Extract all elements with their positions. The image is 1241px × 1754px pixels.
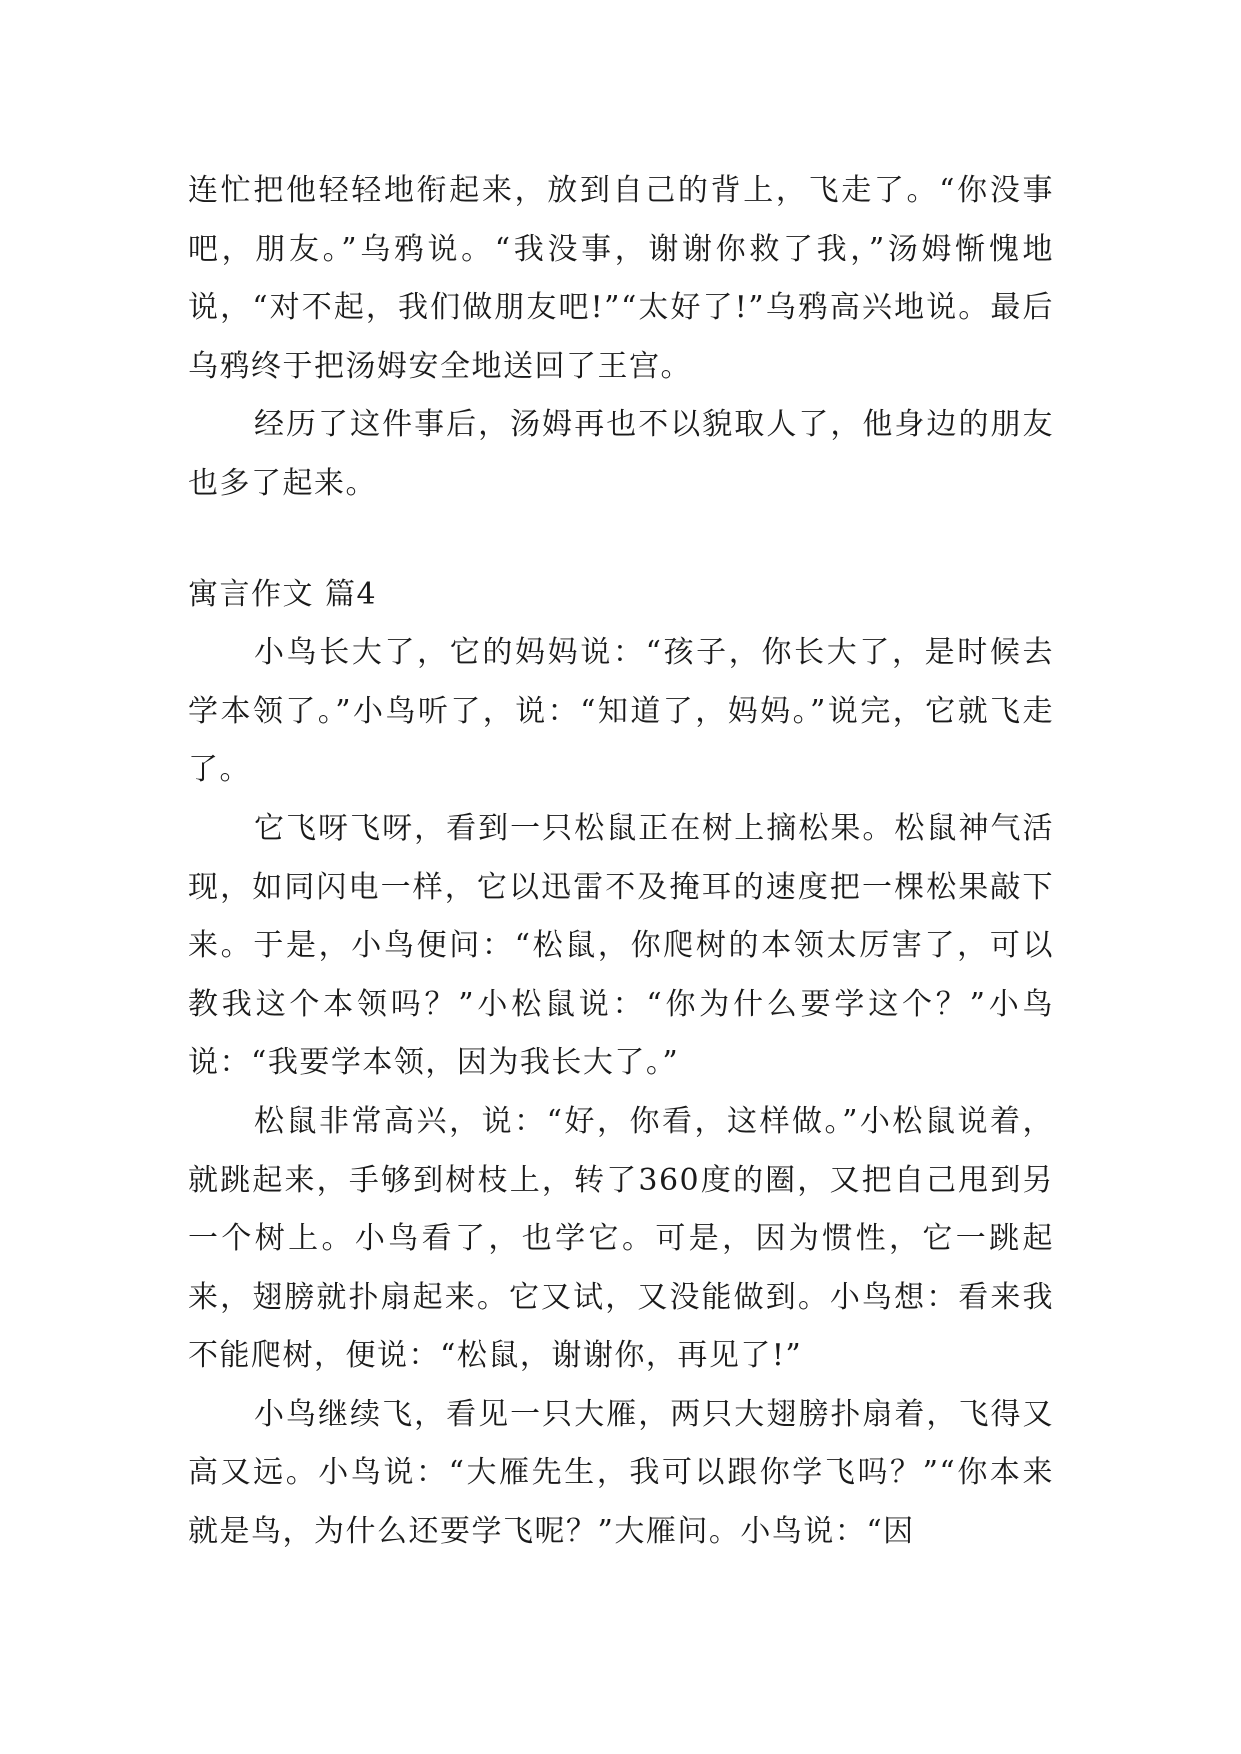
paragraph-squirrel-lesson: 松鼠非常高兴，说：“好，你看，这样做。”小松鼠说着，就跳起来，手够到树枝上，转了360度的圈，又把自己甩到另一个树上。小鸟看了，也学它。可是，因为惯性，它一跳起来，翅膀就扑扇起来。它又试，又没能做到。小鸟想：看来我不能爬树，便说：“松鼠，谢谢你，再见了!” <box>188 1103 1054 1374</box>
paragraph-crow-rescue: 连忙把他轻轻地衔起来，放到自己的背上，飞走了。“你没事吧，朋友。”乌鸦说。“我没事，谢谢你救了我，”汤姆惭愧地说，“对不起，我们做朋友吧!”“太好了!”乌鸦高兴地说。最后乌鸦终于把汤姆安全地送回了王宫。 <box>188 173 1054 384</box>
document-body <box>188 162 1054 1562</box>
paragraph-wild-goose: 小鸟继续飞，看见一只大雁，两只大翅膀扑扇着，飞得又高又远。小鸟说：“大雁先生，我可以跟你学飞吗？”“你本来就是鸟，为什么还要学飞呢？”大雁问。小鸟说：“因 <box>188 1396 1054 1550</box>
paragraph-bird-grown-up: 小鸟长大了，它的妈妈说：“孩子，你长大了，是时候去学本领了。”小鸟听了，说：“知道了，妈妈。”说完，它就飞走了。 <box>188 635 1054 788</box>
paragraph-squirrel-meeting: 它飞呀飞呀，看到一只松鼠正在树上摘松果。松鼠神气活现，如同闪电一样，它以迅雷不及掩耳的速度把一棵松果敲下来。于是，小鸟便问：“松鼠，你爬树的本领太厉害了，可以教我这个本领吗？”小松鼠说：“你为什么要学这个？”小鸟说：“我要学本领，因为我长大了。” <box>188 810 1054 1081</box>
section-heading: 寓言作文 篇4 <box>188 576 378 612</box>
paragraph-tom-lesson: 经历了这件事后，汤姆再也不以貌取人了，他身边的朋友也多了起来。 <box>188 407 1054 501</box>
